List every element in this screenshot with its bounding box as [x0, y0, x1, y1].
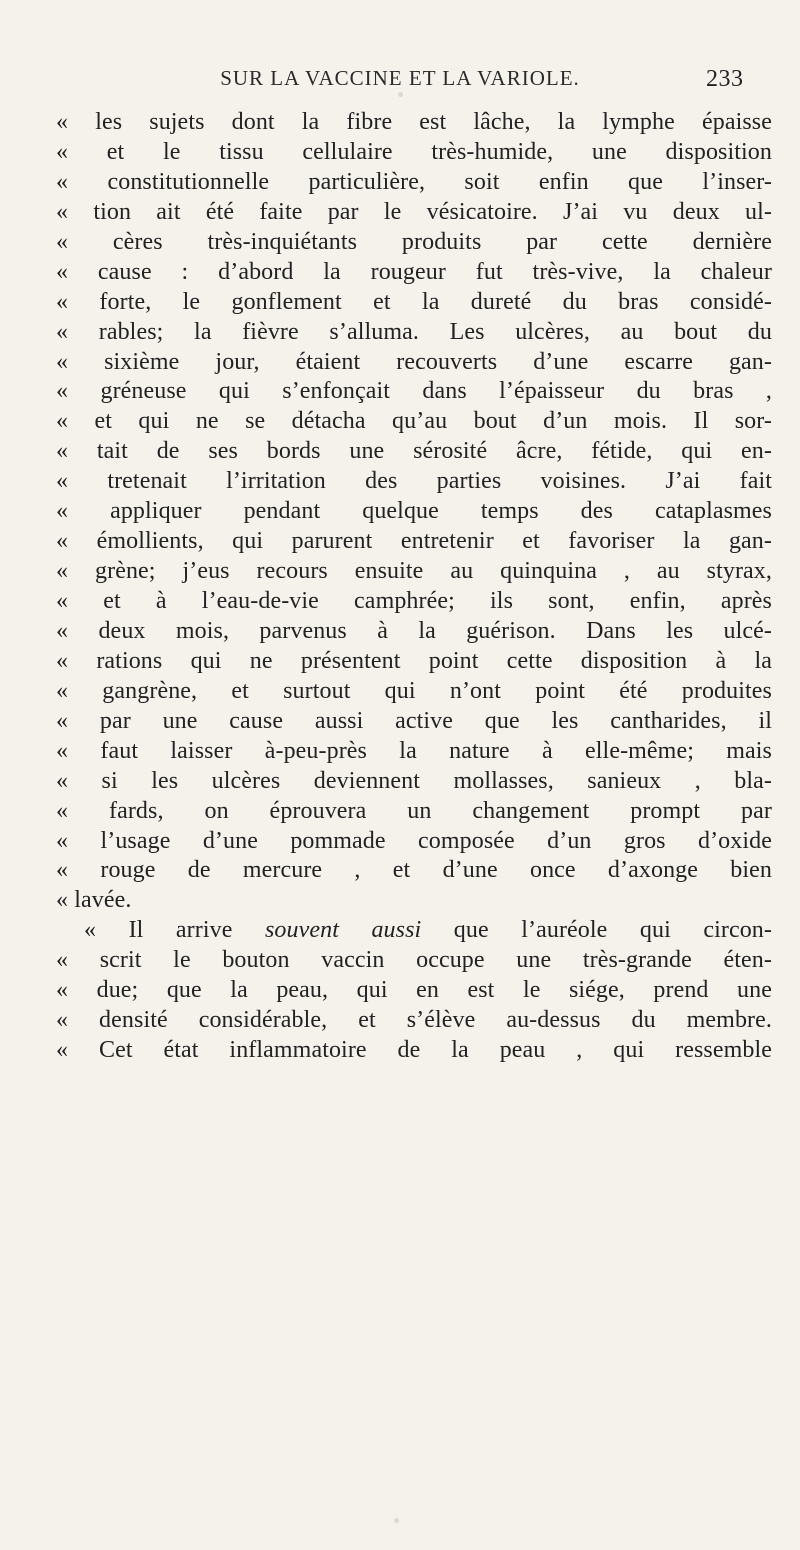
text-line: « les sujets dont la fibre est lâche, la lymphe épaisse: [56, 109, 772, 135]
paragraph-1: [56, 108, 772, 916]
text-line: « constitutionnelle particulière, soit enfin que l’inser-: [56, 168, 772, 195]
text-line: « si les ulcères deviennent mollasses, sanieux , bla-: [56, 767, 772, 794]
text-line: « densité considérable, et s’élève au-dessus du membre.: [56, 1007, 772, 1034]
page-header: [0, 66, 800, 102]
paragraph-2: [56, 916, 772, 1066]
text-segment: « Il arrive: [84, 917, 265, 944]
text-line: « tait de ses bords une sérosité âcre, fétide, qui en-: [56, 438, 772, 465]
text-line: « l’usage d’une pommade composée d’un gros d’oxide: [56, 827, 772, 854]
text-line: « appliquer pendant quelque temps des cataplasmes: [56, 498, 772, 525]
text-line: « faut laisser à-peu-près la nature à elle-même; mais: [56, 737, 772, 764]
text-line: « gréneuse qui s’enfonçait dans l’épaisseur du bras ,: [56, 378, 772, 405]
text-line: « grène; j’eus recours ensuite au quinquina , au styrax,: [56, 558, 772, 585]
italic-emphasis: souvent aussi: [264, 917, 422, 944]
text-line: « par une cause aussi active que les cantharides, il: [56, 707, 772, 734]
text-line: « tion ait été faite par le vésicatoire. J’ai vu deux ul-: [56, 198, 772, 225]
text-segment: que l’auréole qui circon-: [421, 917, 772, 944]
text-line: « et le tissu cellulaire très-humide, une disposition: [56, 138, 772, 165]
text-line: « et qui ne se détacha qu’au bout d’un mois. Il sor-: [56, 408, 772, 435]
text-line: « deux mois, parvenus à la guérison. Dans les ulcé-: [56, 617, 772, 644]
text-line: « cères très-inquiétants produits par cette dernière: [56, 228, 772, 255]
text-line: « rations qui ne présentent point cette disposition à la: [56, 647, 772, 674]
text-line: « gangrène, et surtout qui n’ont point été produites: [56, 677, 772, 704]
text-line: « scrit le bouton vaccin occupe une très-grande éten-: [56, 947, 772, 974]
text-line: « forte, le gonflement et la dureté du bras considé-: [56, 288, 772, 315]
text-line: « fards, on éprouvera un changement prompt par: [56, 797, 772, 824]
page-number: 233: [706, 66, 744, 92]
text-line: « cause : d’abord la rougeur fut très-vive, la chaleur: [56, 258, 772, 285]
text-line: « rouge de mercure , et d’une once d’axonge bien: [56, 857, 772, 884]
running-head: SUR LA VACCINE ET LA VARIOLE.: [220, 66, 580, 90]
text-line: « tretenait l’irritation des parties voisines. J’ai fait: [56, 468, 772, 495]
text-line: « due; que la peau, qui en est le siége, prend une: [56, 977, 772, 1004]
text-line: « rables; la fièvre s’alluma. Les ulcères, au bout du: [56, 318, 772, 345]
text-line: [56, 916, 772, 946]
text-line: « sixième jour, étaient recouverts d’une escarre gan-: [56, 348, 772, 375]
text-line: « et à l’eau-de-vie camphrée; ils sont, enfin, après: [56, 588, 772, 614]
text-line: « émollients, qui parurent entretenir et favoriser la gan-: [56, 528, 772, 555]
text-line: « lavée.: [56, 887, 132, 914]
body-text: [56, 108, 772, 1066]
paper-speck: [394, 1518, 399, 1523]
text-line: « Cet état inflammatoire de la peau , qui ressemble: [56, 1037, 772, 1064]
